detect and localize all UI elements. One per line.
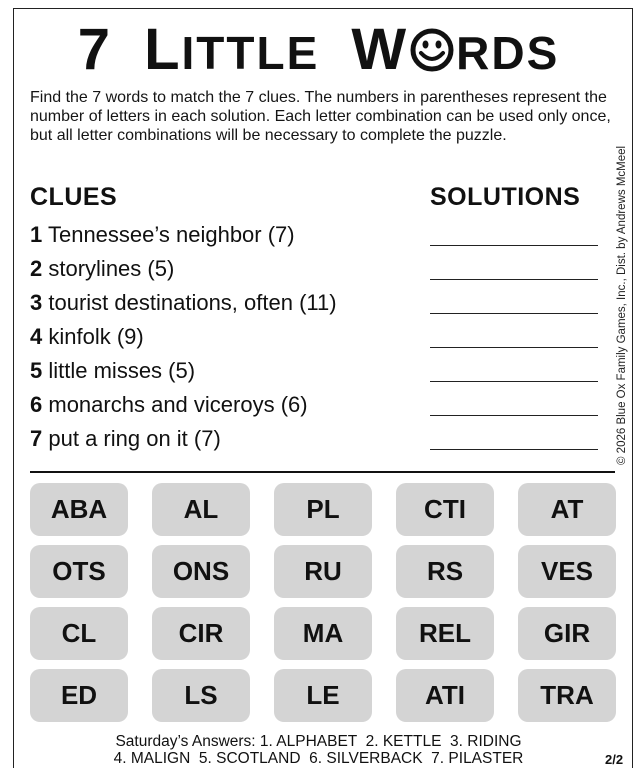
letter-tile[interactable]: TRA — [518, 669, 616, 722]
title-word1-rest: ITTLE — [181, 27, 320, 79]
solution-line-4[interactable] — [430, 347, 598, 348]
clue-6 — [30, 392, 308, 418]
clue-text: little misses (5) — [48, 358, 196, 383]
solution-line-7[interactable] — [430, 449, 598, 450]
clues-header: CLUES — [30, 183, 118, 211]
letter-tile[interactable]: REL — [396, 607, 494, 660]
letter-tile[interactable]: ABA — [30, 483, 128, 536]
solutions-header: SOLUTIONS — [430, 183, 581, 211]
letter-tile[interactable]: RS — [396, 545, 494, 598]
copyright-credit — [610, 90, 634, 470]
letter-tile[interactable]: AL — [152, 483, 250, 536]
clue-text: put a ring on it (7) — [48, 426, 221, 451]
letter-tile[interactable]: ATI — [396, 669, 494, 722]
page-number: 2/2 — [605, 752, 624, 767]
title-word2-cap: W — [351, 17, 409, 82]
letter-tile[interactable]: MA — [274, 607, 372, 660]
clue-5 — [30, 358, 195, 384]
clue-number: 6 — [30, 392, 43, 417]
letter-tile-grid — [30, 483, 616, 722]
letter-tile[interactable]: OTS — [30, 545, 128, 598]
smiley-face-icon — [409, 27, 455, 73]
clue-number: 4 — [30, 324, 43, 349]
letter-tile[interactable]: ONS — [152, 545, 250, 598]
puzzle-title — [0, 18, 637, 85]
clue-1 — [30, 222, 295, 248]
clue-number: 3 — [30, 290, 43, 315]
clue-text: storylines (5) — [48, 256, 175, 281]
clue-text: monarchs and viceroys (6) — [48, 392, 308, 417]
letter-tile[interactable]: GIR — [518, 607, 616, 660]
clue-number: 1 — [30, 222, 43, 247]
previous-answers — [0, 733, 637, 767]
letter-tile[interactable]: VES — [518, 545, 616, 598]
letter-tile[interactable]: AT — [518, 483, 616, 536]
letter-tile[interactable]: PL — [274, 483, 372, 536]
answers-line-2: 4. MALIGN 5. SCOTLAND 6. SILVERBACK 7. PILASTER — [113, 750, 524, 767]
clue-number: 7 — [30, 426, 43, 451]
clue-text: kinfolk (9) — [48, 324, 144, 349]
solution-line-5[interactable] — [430, 381, 598, 382]
clue-7 — [30, 426, 221, 452]
letter-tile[interactable]: CTI — [396, 483, 494, 536]
clue-2 — [30, 256, 174, 282]
clue-number: 2 — [30, 256, 43, 281]
letter-tile[interactable]: CIR — [152, 607, 250, 660]
solution-line-2[interactable] — [430, 279, 598, 280]
clue-text: tourist destinations, often (11) — [48, 290, 337, 315]
answers-line-1: Saturday’s Answers: 1. ALPHABET 2. KETTLE 3. RIDING — [115, 733, 522, 750]
title-number: 7 — [77, 17, 112, 82]
letter-tile[interactable]: LS — [152, 669, 250, 722]
letter-tile[interactable]: LE — [274, 669, 372, 722]
solution-line-3[interactable] — [430, 313, 598, 314]
solution-line-1[interactable] — [430, 245, 598, 246]
clue-4 — [30, 324, 144, 350]
section-divider — [30, 471, 615, 473]
clue-3 — [30, 290, 337, 316]
letter-tile[interactable]: ED — [30, 669, 128, 722]
solution-line-6[interactable] — [430, 415, 598, 416]
letter-tile[interactable]: RU — [274, 545, 372, 598]
title-word2-rest: RDS — [456, 27, 560, 79]
copyright-text: © 2026 Blue Ox Family Games, Inc., Dist. by Andrews McMeel — [616, 145, 628, 465]
clue-number: 5 — [30, 358, 43, 383]
instructions-text: Find the 7 words to match the 7 clues. The numbers in parentheses represent the number of letters in each solution. Each letter combination can be used only once, but all letter combinations will be necessary to complete the puzzle. — [30, 89, 611, 144]
letter-tile[interactable]: CL — [30, 607, 128, 660]
title-word1-cap: L — [144, 17, 182, 82]
clue-text: Tennessee’s neighbor (7) — [47, 222, 295, 247]
